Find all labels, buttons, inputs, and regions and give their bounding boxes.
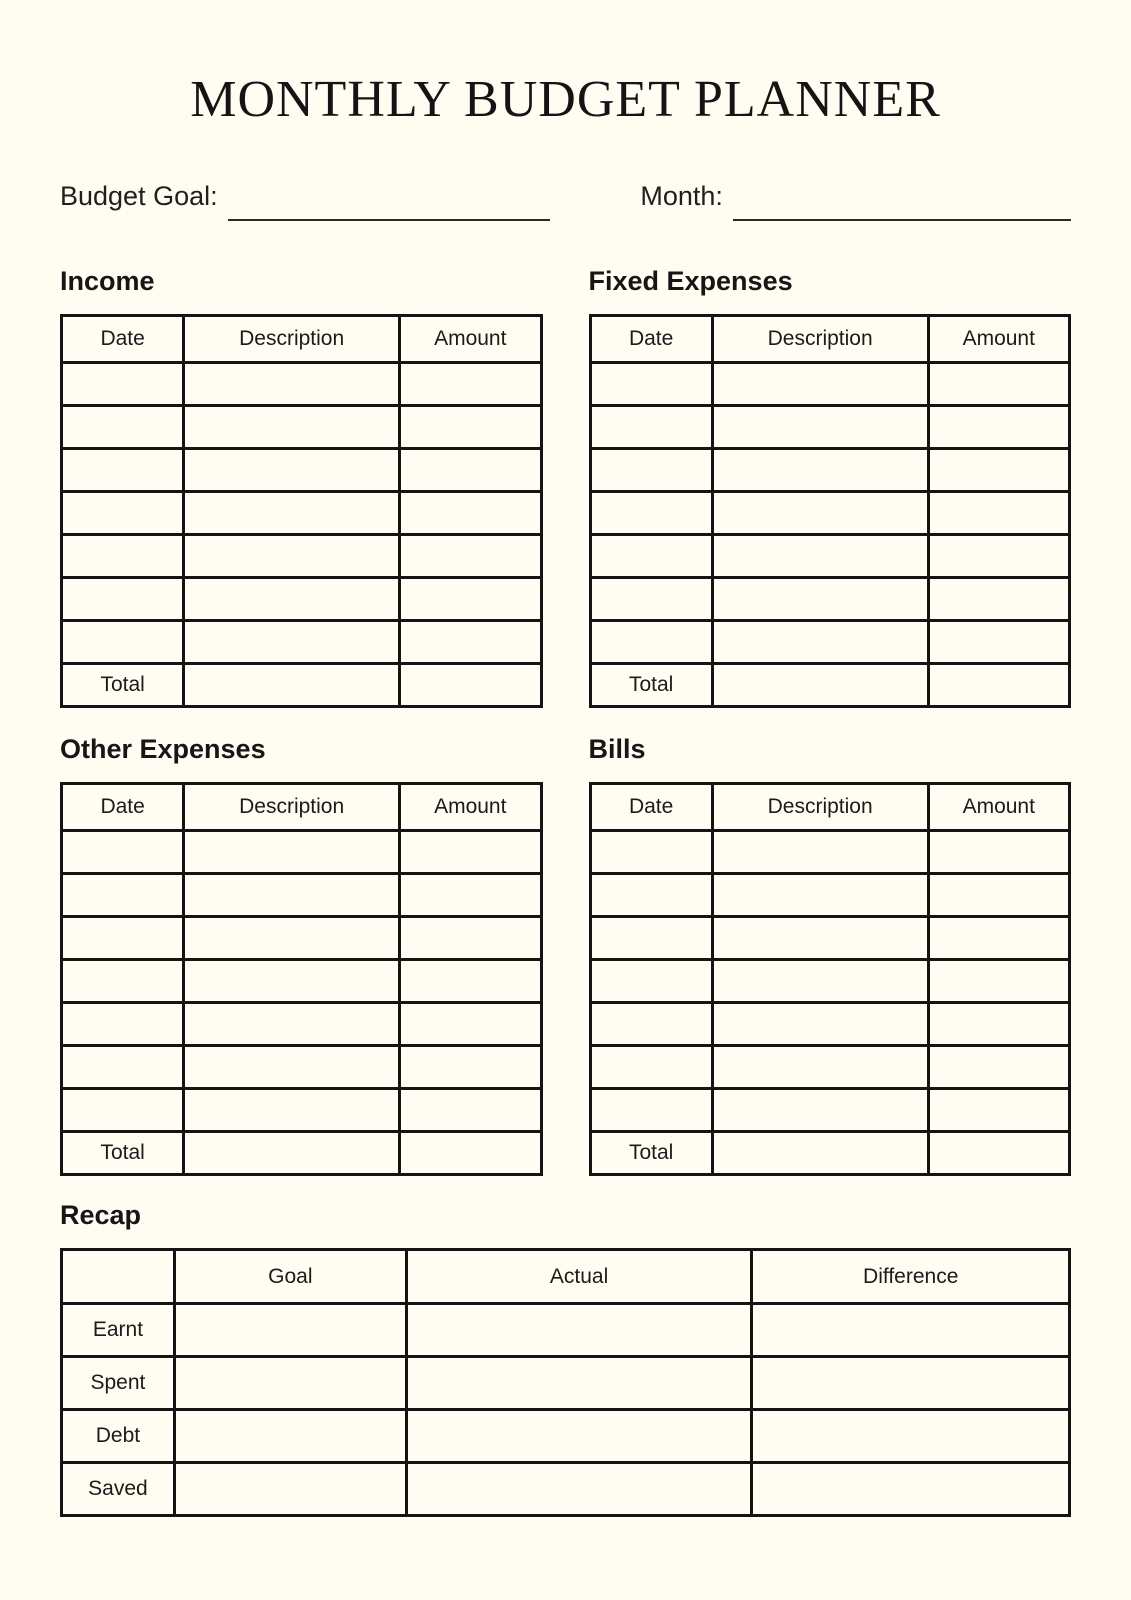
ledger-grid: [60, 266, 1071, 1176]
section-recap: [60, 1200, 1071, 1517]
income-amount-cell[interactable]: [400, 406, 541, 449]
month-input-line[interactable]: [733, 219, 1071, 221]
section-heading-other-expenses: Other Expenses: [60, 734, 266, 765]
other-expenses-date-cell[interactable]: [62, 1046, 184, 1089]
bills-description-cell[interactable]: [712, 1003, 928, 1046]
total-label-cell: Total: [590, 664, 712, 707]
other-expenses-date-cell[interactable]: [62, 917, 184, 960]
bills-date-cell[interactable]: [590, 831, 712, 874]
month-label: Month:: [640, 180, 723, 211]
income-amount-cell[interactable]: [400, 578, 541, 621]
bills-description-cell[interactable]: [712, 874, 928, 917]
bills-date-cell[interactable]: [590, 1003, 712, 1046]
recap-earnt-goal-cell[interactable]: [174, 1304, 406, 1357]
fixed-expenses-date-cell[interactable]: [590, 406, 712, 449]
bills-row: [590, 1089, 1070, 1132]
other-expenses-amount-cell[interactable]: [400, 1046, 541, 1089]
other-expenses-description-cell[interactable]: [184, 1046, 400, 1089]
section-fixed-expenses: [589, 266, 1072, 708]
income-total-row: [62, 664, 542, 707]
column-header-description: Description: [712, 316, 928, 363]
income-description-cell[interactable]: [184, 492, 400, 535]
income-row: [62, 363, 542, 406]
recap-heading: Recap: [60, 1200, 142, 1231]
fixed-expenses-amount-cell[interactable]: [928, 363, 1069, 406]
recap-column-header-difference: Difference: [752, 1250, 1070, 1304]
income-description-cell[interactable]: [184, 406, 400, 449]
fixed-expenses-date-cell[interactable]: [590, 578, 712, 621]
other-expenses-amount-cell[interactable]: [400, 831, 541, 874]
bills-date-cell[interactable]: [590, 1089, 712, 1132]
page-title: MONTHLY BUDGET PLANNER: [190, 71, 941, 128]
other-expenses-total-row: [62, 1132, 542, 1175]
bills-row: [590, 960, 1070, 1003]
bills-amount-cell[interactable]: [928, 917, 1069, 960]
recap-saved-difference-cell[interactable]: [752, 1463, 1070, 1516]
income-amount-cell[interactable]: [400, 363, 541, 406]
section-income: [60, 266, 543, 708]
column-header-date: Date: [590, 316, 712, 363]
fixed-expenses-row: [590, 578, 1070, 621]
recap-spent-goal-cell[interactable]: [174, 1357, 406, 1410]
section-other-expenses: [60, 734, 543, 1176]
column-header-description: Description: [184, 784, 400, 831]
other-expenses-amount-cell[interactable]: [400, 874, 541, 917]
fixed-expenses-description-cell[interactable]: [712, 449, 928, 492]
fixed-expenses-date-cell[interactable]: [590, 621, 712, 664]
budget-goal-input-line[interactable]: [228, 219, 551, 221]
recap-row-label: Spent: [62, 1357, 175, 1410]
income-row: [62, 578, 542, 621]
column-header-date: Date: [590, 784, 712, 831]
other-expenses-header-row: [62, 784, 542, 831]
fixed-expenses-row: [590, 363, 1070, 406]
fixed-expenses-header-row: [590, 316, 1070, 363]
bills-row: [590, 917, 1070, 960]
income-row: [62, 449, 542, 492]
total-label-cell: Total: [62, 1132, 184, 1175]
fixed-expenses-row: [590, 621, 1070, 664]
recap-earnt-actual-cell[interactable]: [406, 1304, 752, 1357]
budget-goal-field: [60, 180, 550, 212]
fixed-expenses-row: [590, 535, 1070, 578]
column-header-amount: Amount: [928, 316, 1069, 363]
other-expenses-row: [62, 874, 542, 917]
recap-spent-difference-cell[interactable]: [752, 1357, 1070, 1410]
bills-description-cell[interactable]: [712, 831, 928, 874]
other-expenses-amount-cell[interactable]: [400, 1089, 541, 1132]
fixed-expenses-row: [590, 449, 1070, 492]
bills-total-description-cell[interactable]: [712, 1132, 928, 1175]
other-expenses-total-description-cell[interactable]: [184, 1132, 400, 1175]
income-date-cell[interactable]: [62, 406, 184, 449]
income-description-cell[interactable]: [184, 578, 400, 621]
recap-row-label: Saved: [62, 1463, 175, 1516]
column-header-amount: Amount: [928, 784, 1069, 831]
bills-header-row: [590, 784, 1070, 831]
income-date-cell[interactable]: [62, 535, 184, 578]
other-expenses-date-cell[interactable]: [62, 960, 184, 1003]
income-amount-cell[interactable]: [400, 449, 541, 492]
bills-amount-cell[interactable]: [928, 874, 1069, 917]
fixed-expenses-description-cell[interactable]: [712, 492, 928, 535]
fixed-expenses-amount-cell[interactable]: [928, 621, 1069, 664]
fixed-expenses-date-cell[interactable]: [590, 363, 712, 406]
income-table: [60, 314, 543, 708]
other-expenses-description-cell[interactable]: [184, 960, 400, 1003]
income-date-cell[interactable]: [62, 449, 184, 492]
other-expenses-table: [60, 782, 543, 1176]
bills-description-cell[interactable]: [712, 1046, 928, 1089]
recap-saved-goal-cell[interactable]: [174, 1463, 406, 1516]
column-header-date: Date: [62, 784, 184, 831]
recap-debt-goal-cell[interactable]: [174, 1410, 406, 1463]
other-expenses-total-amount-cell[interactable]: [400, 1132, 541, 1175]
income-amount-cell[interactable]: [400, 621, 541, 664]
other-expenses-row: [62, 917, 542, 960]
bills-amount-cell[interactable]: [928, 831, 1069, 874]
recap-row-label: Debt: [62, 1410, 175, 1463]
recap-debt-actual-cell[interactable]: [406, 1410, 752, 1463]
bills-row: [590, 1003, 1070, 1046]
bills-row: [590, 874, 1070, 917]
bills-amount-cell[interactable]: [928, 1046, 1069, 1089]
fixed-expenses-total-amount-cell[interactable]: [928, 664, 1069, 707]
income-description-cell[interactable]: [184, 363, 400, 406]
bills-date-cell[interactable]: [590, 874, 712, 917]
fixed-expenses-date-cell[interactable]: [590, 449, 712, 492]
fixed-expenses-description-cell[interactable]: [712, 363, 928, 406]
fixed-expenses-amount-cell[interactable]: [928, 535, 1069, 578]
recap-column-header-goal: Goal: [174, 1250, 406, 1304]
fixed-expenses-table: [589, 314, 1072, 708]
fixed-expenses-amount-cell[interactable]: [928, 406, 1069, 449]
other-expenses-description-cell[interactable]: [184, 1089, 400, 1132]
column-header-description: Description: [184, 316, 400, 363]
income-header-row: [62, 316, 542, 363]
column-header-amount: Amount: [400, 316, 541, 363]
bills-date-cell[interactable]: [590, 960, 712, 1003]
income-date-cell[interactable]: [62, 363, 184, 406]
fixed-expenses-amount-cell[interactable]: [928, 578, 1069, 621]
recap-row-earnt: [62, 1304, 1070, 1357]
fixed-expenses-description-cell[interactable]: [712, 406, 928, 449]
other-expenses-row: [62, 960, 542, 1003]
fixed-expenses-amount-cell[interactable]: [928, 492, 1069, 535]
fixed-expenses-amount-cell[interactable]: [928, 449, 1069, 492]
recap-row-debt: [62, 1410, 1070, 1463]
income-total-description-cell[interactable]: [184, 664, 400, 707]
income-row: [62, 492, 542, 535]
section-heading-bills: Bills: [588, 734, 646, 765]
other-expenses-amount-cell[interactable]: [400, 917, 541, 960]
fixed-expenses-total-row: [590, 664, 1070, 707]
header-fields: [60, 180, 1071, 212]
income-date-cell[interactable]: [62, 492, 184, 535]
recap-table: [60, 1248, 1071, 1517]
recap-saved-actual-cell[interactable]: [406, 1463, 752, 1516]
other-expenses-date-cell[interactable]: [62, 831, 184, 874]
other-expenses-date-cell[interactable]: [62, 1003, 184, 1046]
other-expenses-description-cell[interactable]: [184, 874, 400, 917]
recap-corner-cell: [62, 1250, 175, 1304]
bills-date-cell[interactable]: [590, 917, 712, 960]
month-field: [640, 180, 1071, 212]
bills-row: [590, 1046, 1070, 1089]
bills-description-cell[interactable]: [712, 960, 928, 1003]
fixed-expenses-description-cell[interactable]: [712, 535, 928, 578]
income-total-amount-cell[interactable]: [400, 664, 541, 707]
section-bills: [589, 734, 1072, 1176]
other-expenses-description-cell[interactable]: [184, 917, 400, 960]
bills-description-cell[interactable]: [712, 1089, 928, 1132]
section-heading-fixed-expenses: Fixed Expenses: [588, 266, 793, 297]
other-expenses-row: [62, 831, 542, 874]
income-date-cell[interactable]: [62, 621, 184, 664]
budget-goal-label: Budget Goal:: [60, 180, 218, 211]
total-label-cell: Total: [590, 1132, 712, 1175]
income-row: [62, 535, 542, 578]
bills-amount-cell[interactable]: [928, 960, 1069, 1003]
recap-row-saved: [62, 1463, 1070, 1516]
other-expenses-description-cell[interactable]: [184, 1003, 400, 1046]
bills-date-cell[interactable]: [590, 1046, 712, 1089]
recap-column-header-actual: Actual: [406, 1250, 752, 1304]
bills-description-cell[interactable]: [712, 917, 928, 960]
fixed-expenses-description-cell[interactable]: [712, 621, 928, 664]
bills-amount-cell[interactable]: [928, 1089, 1069, 1132]
fixed-expenses-total-description-cell[interactable]: [712, 664, 928, 707]
bills-amount-cell[interactable]: [928, 1003, 1069, 1046]
fixed-expenses-date-cell[interactable]: [590, 492, 712, 535]
recap-header-row: [62, 1250, 1070, 1304]
other-expenses-amount-cell[interactable]: [400, 1003, 541, 1046]
income-description-cell[interactable]: [184, 449, 400, 492]
bills-total-row: [590, 1132, 1070, 1175]
column-header-amount: Amount: [400, 784, 541, 831]
column-header-date: Date: [62, 316, 184, 363]
income-date-cell[interactable]: [62, 578, 184, 621]
other-expenses-row: [62, 1089, 542, 1132]
other-expenses-date-cell[interactable]: [62, 1089, 184, 1132]
recap-earnt-difference-cell[interactable]: [752, 1304, 1070, 1357]
fixed-expenses-row: [590, 406, 1070, 449]
section-heading-income: Income: [60, 266, 155, 297]
recap-row-spent: [62, 1357, 1070, 1410]
recap-spent-actual-cell[interactable]: [406, 1357, 752, 1410]
income-amount-cell[interactable]: [400, 492, 541, 535]
bills-total-amount-cell[interactable]: [928, 1132, 1069, 1175]
income-description-cell[interactable]: [184, 621, 400, 664]
fixed-expenses-row: [590, 492, 1070, 535]
income-row: [62, 406, 542, 449]
other-expenses-row: [62, 1003, 542, 1046]
other-expenses-description-cell[interactable]: [184, 831, 400, 874]
income-description-cell[interactable]: [184, 535, 400, 578]
bills-row: [590, 831, 1070, 874]
column-header-description: Description: [712, 784, 928, 831]
recap-row-label: Earnt: [62, 1304, 175, 1357]
fixed-expenses-description-cell[interactable]: [712, 578, 928, 621]
other-expenses-row: [62, 1046, 542, 1089]
income-row: [62, 621, 542, 664]
total-label-cell: Total: [62, 664, 184, 707]
recap-debt-difference-cell[interactable]: [752, 1410, 1070, 1463]
other-expenses-amount-cell[interactable]: [400, 960, 541, 1003]
other-expenses-date-cell[interactable]: [62, 874, 184, 917]
bills-table: [589, 782, 1072, 1176]
fixed-expenses-date-cell[interactable]: [590, 535, 712, 578]
income-amount-cell[interactable]: [400, 535, 541, 578]
